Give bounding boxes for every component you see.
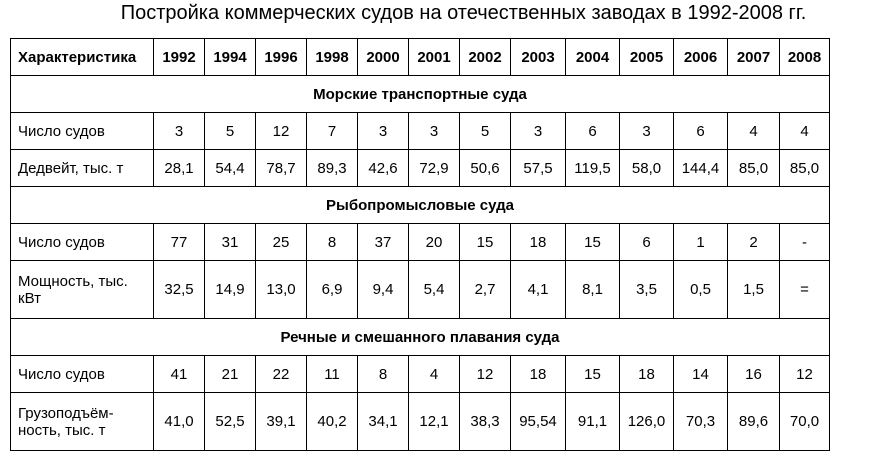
cell: 8,1 [566, 261, 620, 319]
section-title: Рыбопромысловые суда [11, 187, 830, 224]
cell: 5 [205, 113, 256, 150]
header-year: 2003 [511, 39, 566, 76]
section-title: Речные и смешанного плавания суда [11, 319, 830, 356]
cell: - [780, 224, 830, 261]
cell: 2,7 [460, 261, 511, 319]
cell: 16 [728, 356, 780, 393]
cell: 31 [205, 224, 256, 261]
cell: 8 [307, 224, 358, 261]
cell: 91,1 [566, 393, 620, 451]
cell: 4,1 [511, 261, 566, 319]
cell: 58,0 [620, 150, 674, 187]
section-header-row [11, 76, 830, 113]
cell: 2 [728, 224, 780, 261]
cell: 42,6 [358, 150, 409, 187]
header-year: 1998 [307, 39, 358, 76]
cell: 0,5 [674, 261, 728, 319]
cell: 21 [205, 356, 256, 393]
cell: 38,3 [460, 393, 511, 451]
cell: 41,0 [154, 393, 205, 451]
cell: 5,4 [409, 261, 460, 319]
cell: 12,1 [409, 393, 460, 451]
cell: 20 [409, 224, 460, 261]
cell: 18 [511, 356, 566, 393]
section-header-row [11, 187, 830, 224]
header-year: 2005 [620, 39, 674, 76]
cell: = [780, 261, 830, 319]
cell: 14 [674, 356, 728, 393]
cell: 52,5 [205, 393, 256, 451]
cell: 3,5 [620, 261, 674, 319]
row-label: Дедвейт, тыс. т [11, 150, 154, 187]
row-label: Мощность, тыс. кВт [11, 261, 154, 319]
cell: 70,3 [674, 393, 728, 451]
header-row [11, 39, 830, 76]
header-year: 2004 [566, 39, 620, 76]
row-label: Число судов [11, 356, 154, 393]
cell: 3 [620, 113, 674, 150]
page-title: Постройка коммерческих судов на отечественных заводах в 1992-2008 гг. [120, 2, 807, 24]
cell: 95,54 [511, 393, 566, 451]
cell: 18 [620, 356, 674, 393]
table-row [11, 224, 830, 261]
header-year: 2008 [780, 39, 830, 76]
cell: 50,6 [460, 150, 511, 187]
cell: 1 [674, 224, 728, 261]
table-row [11, 150, 830, 187]
header-year: 1994 [205, 39, 256, 76]
cell: 37 [358, 224, 409, 261]
header-year: 2002 [460, 39, 511, 76]
cell: 7 [307, 113, 358, 150]
cell: 70,0 [780, 393, 830, 451]
cell: 72,9 [409, 150, 460, 187]
cell: 57,5 [511, 150, 566, 187]
cell: 32,5 [154, 261, 205, 319]
cell: 14,9 [205, 261, 256, 319]
table-row [11, 261, 830, 319]
cell: 3 [358, 113, 409, 150]
cell: 54,4 [205, 150, 256, 187]
cell: 6 [566, 113, 620, 150]
header-year: 2001 [409, 39, 460, 76]
cell: 6 [620, 224, 674, 261]
cell: 40,2 [307, 393, 358, 451]
cell: 25 [256, 224, 307, 261]
row-label: Число судов [11, 224, 154, 261]
header-year: 2000 [358, 39, 409, 76]
cell: 15 [566, 356, 620, 393]
shipbuilding-table [10, 38, 830, 451]
cell: 39,1 [256, 393, 307, 451]
cell: 4 [780, 113, 830, 150]
cell: 18 [511, 224, 566, 261]
cell: 12 [460, 356, 511, 393]
cell: 8 [358, 356, 409, 393]
table-row [11, 393, 830, 451]
table-row [11, 113, 830, 150]
section-header-row [11, 319, 830, 356]
header-year: 2006 [674, 39, 728, 76]
cell: 13,0 [256, 261, 307, 319]
table-row [11, 356, 830, 393]
cell: 22 [256, 356, 307, 393]
cell: 5 [460, 113, 511, 150]
header-year: 2007 [728, 39, 780, 76]
cell: 11 [307, 356, 358, 393]
cell: 85,0 [728, 150, 780, 187]
cell: 15 [460, 224, 511, 261]
cell: 85,0 [780, 150, 830, 187]
cell: 15 [566, 224, 620, 261]
header-year: 1992 [154, 39, 205, 76]
cell: 6,9 [307, 261, 358, 319]
cell: 1,5 [728, 261, 780, 319]
cell: 126,0 [620, 393, 674, 451]
cell: 89,6 [728, 393, 780, 451]
cell: 119,5 [566, 150, 620, 187]
cell: 3 [409, 113, 460, 150]
cell: 41 [154, 356, 205, 393]
cell: 144,4 [674, 150, 728, 187]
cell: 12 [780, 356, 830, 393]
cell: 89,3 [307, 150, 358, 187]
section-title: Морские транспортные суда [11, 76, 830, 113]
row-label: Число судов [11, 113, 154, 150]
cell: 9,4 [358, 261, 409, 319]
cell: 34,1 [358, 393, 409, 451]
cell: 77 [154, 224, 205, 261]
header-year: 1996 [256, 39, 307, 76]
cell: 12 [256, 113, 307, 150]
cell: 3 [154, 113, 205, 150]
header-characteristic: Характеристика [11, 39, 154, 76]
cell: 28,1 [154, 150, 205, 187]
cell: 3 [511, 113, 566, 150]
cell: 78,7 [256, 150, 307, 187]
cell: 4 [728, 113, 780, 150]
cell: 4 [409, 356, 460, 393]
cell: 6 [674, 113, 728, 150]
row-label: Грузоподъём-ность, тыс. т [11, 393, 154, 451]
